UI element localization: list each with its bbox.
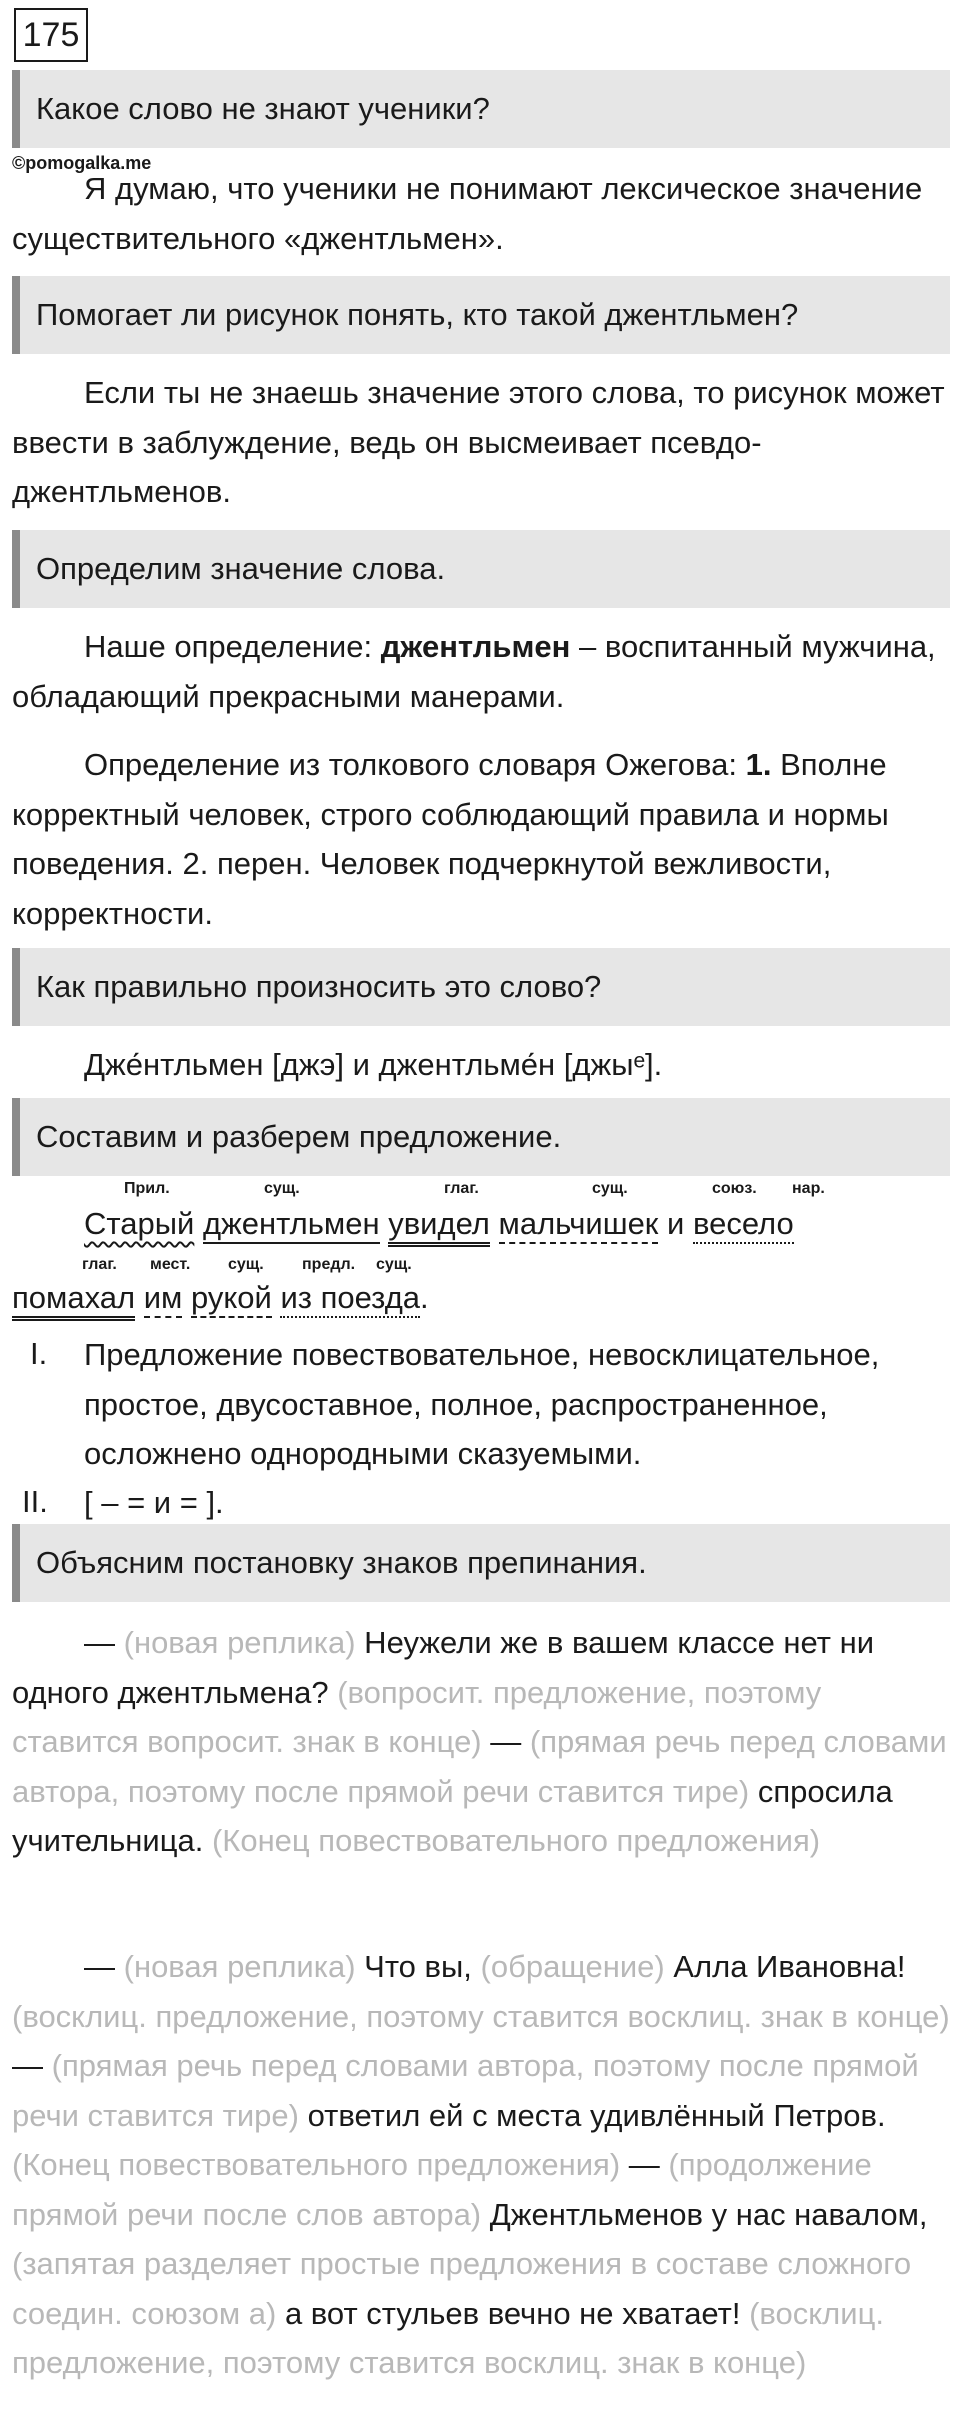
explanation-note: (восклиц. предложение, поэтому ставится восклиц. знак в конце) bbox=[12, 1998, 950, 2034]
pos-annotation: глаг. bbox=[444, 1180, 479, 1197]
sentence-word-subject: джентльмен bbox=[203, 1206, 380, 1244]
pos-annotation: сущ. bbox=[376, 1256, 412, 1273]
pos-annotation: сущ. bbox=[228, 1256, 264, 1273]
dialogue-text: Джентльменов у нас навалом, bbox=[481, 2196, 928, 2232]
dialogue-text: Что вы, bbox=[355, 1949, 481, 1984]
dictionary-rest: Вполне корректный человек, строго соблюдающий правила и нормы поведения. 2. перен. Человек подчеркнутой вежливости, корректности. bbox=[12, 747, 889, 931]
list-number: I. bbox=[30, 1336, 48, 1371]
question-heading-4: Как правильно произносить это слово? bbox=[12, 948, 950, 1026]
explanation-note: (прямая речь перед словами автора, поэтому после прямой речи ставится тире) bbox=[12, 1724, 947, 1809]
answer-4-pronunciation: Дже́нтльмен [джэ] и джентльме́н [джыᵉ]. bbox=[84, 1047, 663, 1082]
sentence-word-prepositional: из поезда bbox=[280, 1280, 420, 1318]
definition-rest: – воспитанный мужчина, обладающий прекрасными манерами. bbox=[12, 629, 936, 714]
sentence-word-predicate-2: помахал bbox=[12, 1280, 135, 1321]
dialogue-text: ответил ей с места удивлённый Петров. bbox=[298, 2097, 886, 2133]
definition-term: джентльмен bbox=[380, 629, 571, 664]
dialogue-text: — bbox=[84, 1949, 124, 1984]
sentence-period: . bbox=[420, 1280, 429, 1315]
pos-annotation: Прил. bbox=[124, 1180, 170, 1197]
dictionary-number: 1. bbox=[745, 747, 772, 782]
explanation-note: (Конец повествовательного предложения) bbox=[12, 2147, 621, 2182]
explanation-note: (вопросит. предложение, поэтому ставится вопросит. знак в конце) bbox=[12, 1674, 822, 1759]
pos-annotation: предл. bbox=[302, 1256, 356, 1273]
dialogue-text: Неужели же в вашем классе нет ни одного джентльмена? bbox=[12, 1625, 875, 1710]
explanation-note: (обращение) bbox=[480, 1949, 665, 1984]
dialogue-text: — bbox=[620, 2147, 669, 2182]
list-item-text: [ – = и = ]. bbox=[84, 1485, 224, 1520]
pos-annotation: сущ. bbox=[592, 1180, 628, 1197]
task-number: 175 bbox=[14, 8, 88, 62]
dialogue-text: спросила учительница. bbox=[12, 1773, 893, 1858]
list-item-text: Предложение повествовательное, невосклицательное, простое, двусоставное, полное, распространенное, осложнено однородными сказуемыми. bbox=[84, 1337, 880, 1471]
explanation-note: (новая реплика) bbox=[123, 1625, 356, 1660]
dialogue-text: — bbox=[84, 1625, 124, 1660]
answer-3-definition bbox=[12, 622, 952, 721]
pos-annotation: союз. bbox=[712, 1180, 757, 1197]
parsed-sentence-line-1 bbox=[84, 1206, 794, 1242]
sentence-word-noun: рукой bbox=[191, 1280, 272, 1318]
dialogue-text: — bbox=[12, 2048, 52, 2083]
explanation-note: (новая реплика) bbox=[123, 1949, 356, 1984]
definition-prefix: Наше определение: bbox=[84, 629, 381, 664]
list-number: II. bbox=[22, 1484, 48, 1519]
sentence-word-pronoun: им bbox=[144, 1280, 183, 1318]
watermark: ©pomogalka.me bbox=[12, 153, 152, 173]
answer-1: Я думаю, что ученики не понимают лексическое значение существительного «джентльмен». bbox=[12, 171, 923, 256]
question-heading-3: Определим значение слова. bbox=[12, 530, 950, 608]
answer-3-dictionary bbox=[12, 740, 952, 938]
question-heading-5: Составим и разберем предложение. bbox=[12, 1098, 950, 1176]
question-heading-2: Помогает ли рисунок понять, кто такой джентльмен? bbox=[12, 276, 950, 354]
sentence-word-adverb: весело bbox=[693, 1206, 794, 1244]
dialogue-text: а вот стульев вечно не хватает! bbox=[276, 2295, 741, 2331]
explanation-note: (продолжение прямой речи после слов автора) bbox=[12, 2147, 872, 2232]
parsed-sentence-line-2 bbox=[12, 1280, 429, 1316]
explanation-note: (восклиц. предложение, поэтому ставится восклиц. знак в конце) bbox=[12, 2295, 884, 2380]
answer-2: Если ты не знаешь значение этого слова, то рисунок может ввести в заблуждение, ведь он высмеивает псевдо-джентльменов. bbox=[12, 375, 945, 509]
dictionary-prefix: Определение из толкового словаря Ожегова: bbox=[84, 747, 746, 782]
punct-paragraph-2 bbox=[12, 1942, 952, 2388]
pos-annotation: глаг. bbox=[82, 1256, 117, 1273]
sentence-word-predicate: увидел bbox=[388, 1206, 490, 1247]
explanation-note: (запятая разделяет простые предложения в составе сложного соедин. союзом а) bbox=[12, 2246, 912, 2331]
sentence-word-conjunction: и bbox=[667, 1206, 685, 1241]
question-heading-1: Какое слово не знают ученики? bbox=[12, 70, 950, 148]
question-heading-6: Объясним постановку знаков препинания. bbox=[12, 1524, 950, 1602]
pos-annotation: сущ. bbox=[264, 1180, 300, 1197]
explanation-note: (Конец повествовательного предложения) bbox=[203, 1823, 821, 1858]
sentence-word-adjective: Старый bbox=[84, 1206, 195, 1241]
pos-annotation: нар. bbox=[792, 1180, 825, 1197]
pos-annotation: мест. bbox=[150, 1256, 191, 1273]
punct-paragraph-1 bbox=[12, 1618, 952, 1866]
dialogue-text: — bbox=[481, 1724, 530, 1759]
explanation-note: (прямая речь перед словами автора, поэтому после прямой речи ставится тире) bbox=[12, 2048, 919, 2133]
dialogue-text: Алла Ивановна! bbox=[664, 1949, 906, 1984]
sentence-word-object: мальчишек bbox=[499, 1206, 659, 1244]
